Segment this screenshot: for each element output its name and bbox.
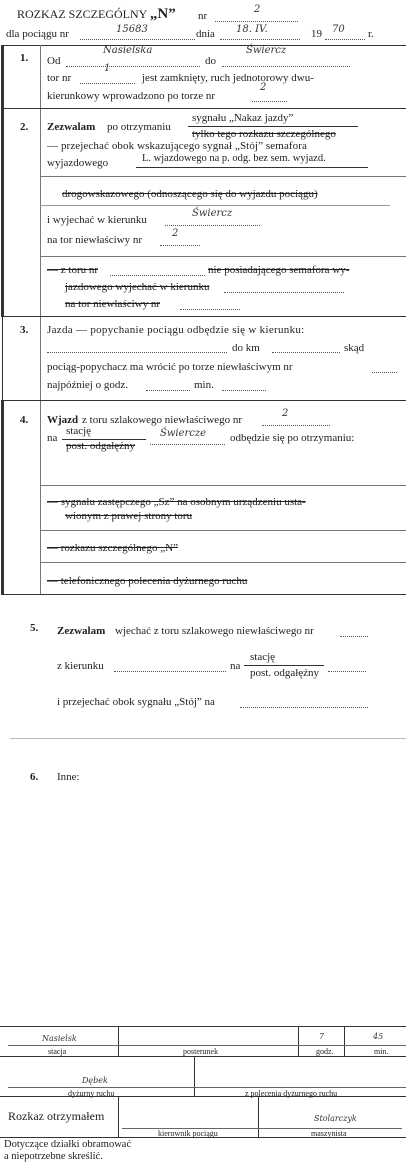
form-title-letter: „N” <box>149 6 176 22</box>
s2-na-tor-value: 2 <box>172 228 179 239</box>
s4-tor-value: 2 <box>282 408 289 419</box>
s5-line1-text: wjechać z toru szlakowego niewłaściwego nr <box>115 625 314 637</box>
footer-min-value: 45 <box>373 1032 384 1041</box>
s3-line3-text: pociąg-popychacz ma wrócić po torze niewłaściwym nr <box>47 361 293 373</box>
s4-bullet-sygnal: — sygnału zastępczego „Sz” na osobnym urządzeniu usta- <box>47 496 306 508</box>
s2-drogowskazowego: drogowskazowego (odnoszącego się do wyjazdu pociągu) <box>62 188 318 200</box>
footer-note-line2: a niepotrzebne skreślić. <box>4 1151 103 1162</box>
s4-bullet-rozkaz: — rozkazu szczególnego „N” <box>47 542 179 554</box>
footer-rozkaz-otrzymalem: Rozkaz otrzymałem <box>8 1109 105 1123</box>
s4-place-value: Świercze <box>160 428 207 439</box>
date-value: 18. IV. <box>236 24 268 35</box>
s2-po-otrzymaniu: po otrzymaniu <box>107 121 171 133</box>
s4-option-posterunek: post. odgałęźny <box>66 440 136 452</box>
footer-posterunek-label: posterunek <box>183 1047 219 1056</box>
s4-option-stacje: stację <box>66 425 92 437</box>
footer-polecenie-label: z polecenia dyżurnego ruchu <box>245 1089 338 1098</box>
footer-note-line1: Dotyczące działki obramować <box>4 1139 132 1150</box>
s4-line2-text: odbędzie się po otrzymaniu: <box>230 432 355 444</box>
s1-tor-value: 1 <box>104 63 111 74</box>
section-6-number: 6. <box>30 771 39 783</box>
s5-option-posterunek: post. odgałęźny <box>250 667 320 679</box>
s5-line3-text: i przejechać obok sygnału „Stój” na <box>57 696 215 708</box>
s3-line1-text: Jazda — popychanie pociągu odbędzie się w kierunku: <box>47 324 305 336</box>
s2-na-tor-label: na tor niewłaściwy nr <box>47 234 142 246</box>
year-suffix: r. <box>368 28 374 40</box>
form-title-prefix: ROZKAZ SZCZEGÓLNY <box>17 7 147 21</box>
section-3-number: 3. <box>20 324 29 336</box>
s2-zezwalam: Zezwalam <box>47 121 96 133</box>
footer-maszynista-label: maszynista <box>311 1129 347 1138</box>
footer-min-label: min. <box>374 1047 389 1056</box>
s5-z-kierunku: z kierunku <box>57 660 104 672</box>
footer-godz-value: 7 <box>319 1032 325 1041</box>
train-nr-value: 15683 <box>116 24 148 35</box>
train-nr-label: dla pociągu nr <box>6 28 69 40</box>
section-1-number: 1. <box>20 52 29 64</box>
s2-z-toru-line2: jazdowego wyjechać w kierunku <box>65 281 210 293</box>
s2-z-toru-line3: na tor niewłaściwy nr <box>65 298 160 310</box>
s2-line2-text: — przejechać obok wskazującego sygnał „Stój” semafora <box>47 140 308 152</box>
s4-line1-text: z toru szlakowego niewłaściwego nr <box>82 414 243 426</box>
s3-skad: skąd <box>344 342 365 354</box>
footer-dyzurny-value: Dębek <box>82 1076 108 1085</box>
date-label: dnia <box>196 28 215 40</box>
footer-maszynista-value: Stolarczyk <box>314 1114 357 1123</box>
s4-wjazd: Wjazd <box>47 414 79 426</box>
section-2-number: 2. <box>20 121 29 133</box>
footer-stacja-value: Nasielsk <box>42 1034 77 1043</box>
s2-option-rozkaz: tylko tego rozkazu szczególnego <box>192 128 336 140</box>
s4-na: na <box>47 432 58 444</box>
s2-z-toru: — z toru nr <box>47 264 99 276</box>
s1-do-value: Świercz <box>246 45 287 56</box>
year-value: 70 <box>332 24 345 35</box>
s3-min: min. <box>194 379 214 391</box>
section-4-number: 4. <box>20 414 29 426</box>
s3-line4-text: najpóźniej o godz. <box>47 379 128 391</box>
s1-line2-text: kierunkowy wprowadzono po torze nr <box>47 90 216 102</box>
order-nr-label: nr <box>198 10 208 22</box>
s1-line1-text: jest zamknięty, ruch jednotorowy dwu- <box>142 72 314 84</box>
footer-kierownik-label: kierownik pociągu <box>158 1129 218 1138</box>
s2-kierunek-value: Świercz <box>192 208 233 219</box>
s1-tor-label: tor nr <box>47 72 72 84</box>
order-nr-value: 2 <box>254 4 261 15</box>
footer-dyzurny-label: dyżurny ruchu <box>68 1089 115 1098</box>
s2-semafor-value: L. wjazdowego na p. odg. bez sem. wyjazd. <box>142 153 326 164</box>
s5-zezwalam: Zezwalam <box>57 625 106 637</box>
year-prefix: 19 <box>311 28 322 40</box>
form-title <box>17 6 176 23</box>
s2-option-nakaz-jazdy: sygnału „Nakaz jazdy” <box>192 112 294 124</box>
s1-line2-value: 2 <box>260 82 267 93</box>
footer-stacja-label: stacja <box>48 1047 67 1056</box>
s4-bullet-sygnal-line2: wionym z prawej strony toru <box>65 510 193 522</box>
s2-wyjechac: i wyjechać w kierunku <box>47 214 147 226</box>
s3-do-km: do km <box>232 342 260 354</box>
s6-inne: Inne: <box>57 771 80 783</box>
s2-wyjazdowego: wyjazdowego <box>47 157 109 169</box>
footer-godz-label: godz. <box>316 1047 334 1056</box>
s1-od-label: Od <box>47 55 61 67</box>
s1-od-value: Nasielska <box>103 45 153 56</box>
s5-na: na <box>230 660 241 672</box>
s2-z-toru-rest: nie posiadającego semafora wy- <box>208 264 350 276</box>
section-5-number: 5. <box>30 622 39 634</box>
s5-option-stacje: stację <box>250 651 276 663</box>
s1-do-label: do <box>205 55 216 67</box>
s4-bullet-telefon: — telefonicznego polecenia dyżurnego ruchu <box>47 575 248 587</box>
